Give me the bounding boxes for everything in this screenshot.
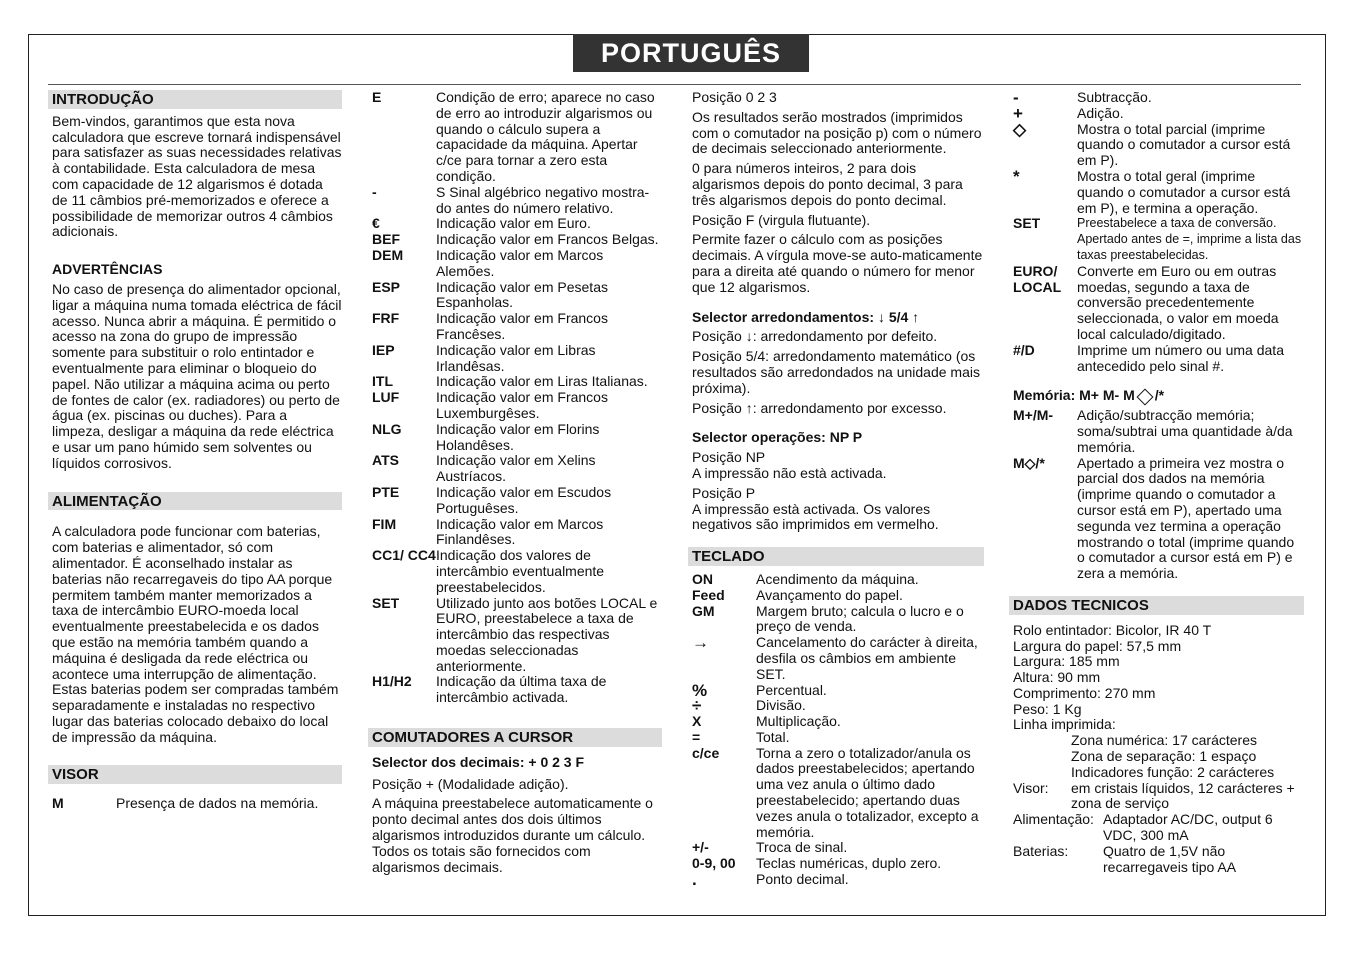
title-rule [48, 84, 1301, 85]
indicator-row-key: SET [372, 594, 400, 611]
keyboard-row-desc: Torna a zero o totalizador/anula os dados preestabelecidos; apertando uma vez anula o último dado preestabelecido; apertando duas vezes anula o totalizador, excepto a memória. [756, 744, 979, 840]
np-text: A impressão não està activada. [692, 464, 887, 481]
pos-023-text: Os resultados serão mostrados (imprimidos com o comutador na posição p) com o número de decimais seleccionado anteriormente. [692, 108, 982, 157]
keyboard-row-desc: Avançamento do papel. [756, 586, 903, 603]
pos-023-text2: 0 para números inteiros, 2 para dois algarismos depois do ponto decimal, 3 para três algarismos depois do ponto decimal. [692, 160, 963, 208]
indicator-row-key: ATS [372, 452, 399, 469]
indicator-row-desc: Indicação valor em Liras Italianas. [436, 373, 648, 390]
memory-row-key: M◇/* [1013, 454, 1045, 471]
memory-row-desc: Apertado a primeira vez mostra o parcial dos dados na memória (imprime quando o comutador a cursor está em P), apertado uma segunda vez termina a operação mostrando o total (imprime quando o comutador a cursor está em P) e zera a memória. [1077, 454, 1295, 582]
spec-numeric-zone: Zona numérica: 17 carácteres [1071, 732, 1257, 749]
keyboard-row-desc: Ponto decimal. [756, 871, 849, 888]
keyboard-row-key: c/ce [692, 744, 720, 761]
intro-text: Bem-vindos, garantimos que esta nova calculadora que escreve tornará indispensável para satisfazer as suas necessidades relativas à contabilidade. Esta calculadora de mesa com capacidade de 12 algarismos é dotada de 11 câmbios pré-memorizados e oferece a possibilidade de memorizar outros 4 câmbios adicionais. [52, 112, 342, 240]
np-label: Posição NP [692, 449, 766, 466]
indicator-row [368, 517, 662, 549]
indicator-row [368, 674, 662, 706]
warnings-heading: ADVERTÊNCIAS [52, 261, 163, 278]
indicator-row [368, 343, 662, 375]
column-1 [48, 90, 342, 812]
keyboard-row [688, 698, 984, 714]
keyboard-row-key: GM [692, 602, 715, 619]
indicator-row [368, 390, 662, 422]
keyboard-row-desc: Troca de sinal. [756, 839, 848, 856]
indicator-row [368, 374, 662, 390]
indicator-row-desc: S Sinal algébrico negativo mostra-do antes do número relativo. [436, 183, 650, 216]
keyboard-list-a [688, 572, 984, 888]
keyboard-row [688, 730, 984, 746]
spec-power-label: Alimentação: [1013, 811, 1094, 828]
spec-print-line: Linha imprimida: [1013, 716, 1116, 733]
pos-023: Posição 0 2 3 [692, 89, 777, 105]
keyboard-row-key: EURO/ LOCAL [1013, 262, 1062, 295]
memory-heading-b: /* [1154, 387, 1165, 404]
operations-selector: Selector operações: NP P [692, 429, 863, 446]
keyboard-row [1009, 343, 1304, 375]
keyboard-row-key: → [692, 633, 709, 653]
keyboard-row [1009, 166, 1304, 216]
keyboard-row-desc: Mostra o total geral (imprime quando o comutador a cursor está em P), e termina a operação. [1077, 167, 1291, 216]
display-desc: Presença de dados na memória. [116, 795, 319, 812]
keyboard-list-b [1009, 90, 1304, 374]
spec-batteries [1009, 844, 1304, 876]
indicator-row-key: € [372, 215, 380, 232]
keyboard-row [1009, 103, 1304, 123]
keyboard-row [688, 635, 984, 682]
keyboard-row [1009, 216, 1304, 263]
power-heading: ALIMENTAÇÃO [48, 492, 342, 511]
keyboard-row-key: SET [1013, 215, 1041, 232]
keyboard-row-desc: Multiplicação. [756, 713, 841, 730]
keyboard-row-key: % [692, 680, 708, 700]
spec-display-label: Visor: [1013, 779, 1049, 796]
keyboard-row-desc: Converte em Euro ou em outras moedas, segundo a taxa de conversão precedentemente seleccionada, o valor em moeda local calculado/digitado. [1077, 262, 1279, 342]
indicator-row-desc: Indicação valor em Pesetas Espanholas. [436, 278, 608, 311]
keyboard-row [688, 680, 984, 700]
spec-power [1009, 812, 1304, 844]
keyboard-heading: TECLADO [688, 547, 984, 566]
indicator-row-key: PTE [372, 483, 400, 500]
indicator-row-key: ESP [372, 278, 401, 295]
indicator-row-desc: Indicação valor em Libras Irlandêsas. [436, 341, 596, 374]
indicator-row [368, 248, 662, 280]
p-label: Posição P [692, 484, 756, 501]
keyboard-row-desc: Acendimento da máquina. [756, 570, 919, 587]
indicator-row-key: CC1/ CC4 [372, 547, 436, 564]
specs-heading: DADOS TECNICOS [1009, 596, 1304, 615]
keyboard-row [1009, 90, 1304, 106]
keyboard-row-desc: Percentual. [756, 681, 827, 698]
indicator-row-desc: Indicação dos valores de intercâmbio eventualmente preestabelecidos. [436, 547, 605, 595]
spec-paper-width: Largura do papel: 57,5 mm [1013, 637, 1182, 654]
spec-display-value: em cristais líquidos, 12 carácteres + zona de serviço [1071, 779, 1295, 812]
memory-heading [1009, 388, 1304, 404]
spec-function-indicators: Indicadores função: 2 carácteres [1071, 763, 1275, 780]
spec-power-value: Adaptador AC/DC, output 6 VDC, 300 mA [1103, 811, 1273, 844]
indicator-row-desc: Indicação da última taxa de intercâmbio activada. [436, 673, 607, 706]
indicator-row-key: LUF [372, 389, 400, 406]
spec-display [1009, 781, 1304, 813]
diamond-icon [1136, 388, 1153, 405]
keyboard-row-desc: Adição. [1077, 104, 1124, 121]
spec-length: Comprimento: 270 mm [1013, 684, 1156, 701]
keyboard-row-key: X [692, 713, 702, 730]
memory-list [1009, 408, 1304, 582]
indicator-row-desc: Indicação valor em Francos Francêses. [436, 310, 608, 342]
pos-f: Posição F (virgula flutuante). [692, 211, 871, 228]
keyboard-row [688, 872, 984, 888]
keyboard-row-key: = [692, 728, 701, 745]
keyboard-row [688, 604, 984, 636]
keyboard-row-key: ◇ [1013, 119, 1027, 139]
column-2 [368, 90, 662, 879]
indicator-row-key: H1/H2 [372, 673, 412, 690]
indicator-row-key: FRF [372, 310, 400, 327]
pos-plus-text: A máquina preestabelece automaticamente o ponto decimal antes dos dois últimos algarismos introduzidos durante um cálculo. Todos os totais são fornecidos com algarismos decimais. [372, 795, 653, 875]
indicator-row-desc: Condição de erro; aparece no caso de erro ao introduzir algarismos ou quando o cálculo supera a capacidade da máquina. Apertar c/ce para tornar a zero esta condição. [436, 89, 655, 184]
indicator-list [368, 90, 662, 706]
display-heading: VISOR [48, 765, 342, 784]
indicator-row [368, 422, 662, 454]
indicator-row [368, 485, 662, 517]
display-row [48, 796, 342, 812]
keyboard-row-key: #/D [1013, 341, 1035, 358]
keyboard-row [1009, 119, 1304, 169]
keyboard-row [688, 746, 984, 841]
keyboard-row-desc: Preestabelece a taxa de conversão. Apertado antes de =, imprime a lista das taxas preestabelecidas. [1077, 216, 1302, 262]
indicator-row [368, 596, 662, 675]
power-text: A calculadora pode funcionar com baterias, com baterias e alimentador, só com alimentador. É aconselhado instalar as baterias não recarregaveis do tipo AA porque permitem também manter memorizados a taxa de intercâmbio EURO-moeda local eventualmente preestabelecida e os dados que estão na memória também quando a máquina é desligada da rede eléctrica ou acontece uma interrupção de alimentação. Estas baterias podem ser compradas também separadamente e instaladas no respectivo lugar das baterias colocado debaixo do local de impressão da máquina. [52, 523, 339, 745]
pos-plus: Posição + (Modalidade adição). [372, 775, 569, 792]
spec-height: Altura: 90 mm [1013, 669, 1101, 686]
keyboard-row [688, 588, 984, 604]
spec-batteries-value: Quatro de 1,5V não recarregaveis tipo AA [1103, 842, 1237, 875]
memory-row-key: M+/M- [1013, 407, 1054, 424]
keyboard-row-key: Feed [692, 586, 725, 603]
keyboard-row [688, 856, 984, 872]
memory-row [1009, 456, 1304, 582]
indicator-row-desc: Indicação valor em Xelins Austríacos. [436, 452, 596, 485]
indicator-row-key: ITL [372, 373, 393, 390]
memory-row [1009, 408, 1304, 455]
memory-row-desc: Adição/subtracção memória; soma/subtrai uma quantidade à/da memória. [1077, 407, 1293, 455]
rounding-54: Posição 5/4: arredondamento matemático (os resultados são arredondados na unidade mais próxima). [692, 348, 980, 396]
column-3 [688, 90, 984, 888]
keyboard-row-key: ON [692, 570, 713, 587]
decimal-selector: Selector dos decimais: + 0 2 3 F [372, 753, 585, 770]
keyboard-row-key: * [1013, 166, 1020, 186]
indicator-row-key: IEP [372, 341, 395, 358]
indicator-row-key: BEF [372, 231, 400, 248]
spec-weight: Peso: 1 Kg [1013, 700, 1082, 717]
keyboard-row-key: +/- [692, 839, 709, 856]
keyboard-row [688, 572, 984, 588]
keyboard-row-desc: Margem bruto; calcula o lucro e o preço de venda. [756, 602, 964, 635]
indicator-row [368, 548, 662, 595]
keyboard-row-key: - [1013, 88, 1019, 107]
page-title: PORTUGUÊS [573, 34, 809, 72]
keyboard-row-desc: Teclas numéricas, duplo zero. [756, 855, 942, 872]
indicator-row-desc: Indicação valor em Francos Luxemburgêses. [436, 389, 608, 421]
indicator-row-desc: Indicação valor em Florins Holandêses. [436, 420, 600, 453]
intro-heading: INTRODUÇÃO [48, 90, 342, 109]
keyboard-row-desc: Divisão. [756, 697, 806, 714]
rounding-down: Posição ↓: arredondamento por defeito. [692, 328, 938, 345]
indicator-row-desc: Indicação valor em Marcos Alemões. [436, 246, 604, 279]
indicator-row-desc: Indicação valor em Escudos Portuguêses. [436, 483, 612, 516]
keyboard-row-desc: Subtracção. [1077, 89, 1152, 105]
indicator-row-key: DEM [372, 246, 404, 263]
warnings-text: No caso de presença do alimentador opcional, ligar a máquina numa tomada eléctrica de fácil acesso. Nunca abrir a máquina. É permitido o acesso na zona do grupo de impressão somente para substituir o rolo entintador e eventualmente para eliminar o bloqueio do papel. Não utilizar a máquina acima ou perto de fontes de calor (ex. radiadores) ou perto de água (ex. piscinas ou duches). Para a limpeza, desligar a máquina da rede eléctrica e usar um pano húmido sem solventes ou líquidos corrosivos. [52, 280, 342, 471]
indicator-row-desc: Indicação valor em Euro. [436, 215, 591, 232]
indicator-row-desc: Indicação valor em Francos Belgas. [436, 231, 659, 248]
display-key: M [52, 795, 64, 812]
indicator-row [368, 90, 662, 185]
column-4 [1009, 90, 1304, 875]
indicator-row-desc: Utilizado junto aos botões LOCAL e EURO, preestabelece a taxa de intercâmbio das respectivas moedas seleccionadas anteriormente. [436, 594, 658, 674]
indicator-row [368, 185, 662, 217]
keyboard-row [688, 840, 984, 856]
p-text: A impressão està activada. Os valores negativos são imprimidos em vermelho. [692, 500, 939, 533]
keyboard-row-desc: Imprime um número ou uma data antecedido pelo sinal #. [1077, 341, 1284, 374]
keyboard-row-key: 0-9, 00 [692, 855, 736, 872]
keyboard-row [1009, 264, 1304, 343]
keyboard-row-desc: Total. [756, 728, 790, 745]
indicator-row [368, 216, 662, 232]
keyboard-row-key: + [1013, 103, 1023, 123]
keyboard-row-key: . [692, 870, 697, 890]
spec-batteries-label: Baterias: [1013, 842, 1069, 859]
indicator-row-key: FIM [372, 515, 397, 532]
rounding-up: Posição ↑: arredondamento por excesso. [692, 399, 947, 416]
switches-heading: COMUTADORES A CURSOR [368, 728, 662, 747]
rounding-selector: Selector arredondamentos: ↓ 5/4 ↑ [692, 308, 920, 325]
pos-f-text: Permite fazer o cálculo com as posições decimais. A vírgula move-se auto-maticamente para a direita até quando o número for menor que 12 algarismos. [692, 231, 983, 295]
indicator-row [368, 232, 662, 248]
keyboard-row-desc: Mostra o total parcial (imprime quando o comutador a cursor está em P). [1077, 120, 1291, 169]
indicator-row-desc: Indicação valor em Marcos Finlandêses. [436, 515, 604, 548]
indicator-row-key: - [372, 183, 377, 200]
indicator-row-key: E [372, 89, 382, 105]
keyboard-row [688, 714, 984, 730]
spec-roll: Rolo entintador: Bicolor, IR 40 T [1013, 621, 1212, 638]
memory-heading-a: Memória: M+ M- M [1013, 387, 1135, 404]
indicator-row [368, 453, 662, 485]
indicator-row [368, 311, 662, 343]
indicator-row-key: NLG [372, 420, 402, 437]
indicator-row [368, 280, 662, 312]
keyboard-row-desc: Cancelamento do carácter à direita, desfila os câmbios em ambiente SET. [756, 634, 978, 682]
keyboard-row-key: ÷ [692, 696, 702, 716]
spec-width: Largura: 185 mm [1013, 653, 1120, 670]
spec-separation-zone: Zona de separação: 1 espaço [1071, 748, 1257, 765]
